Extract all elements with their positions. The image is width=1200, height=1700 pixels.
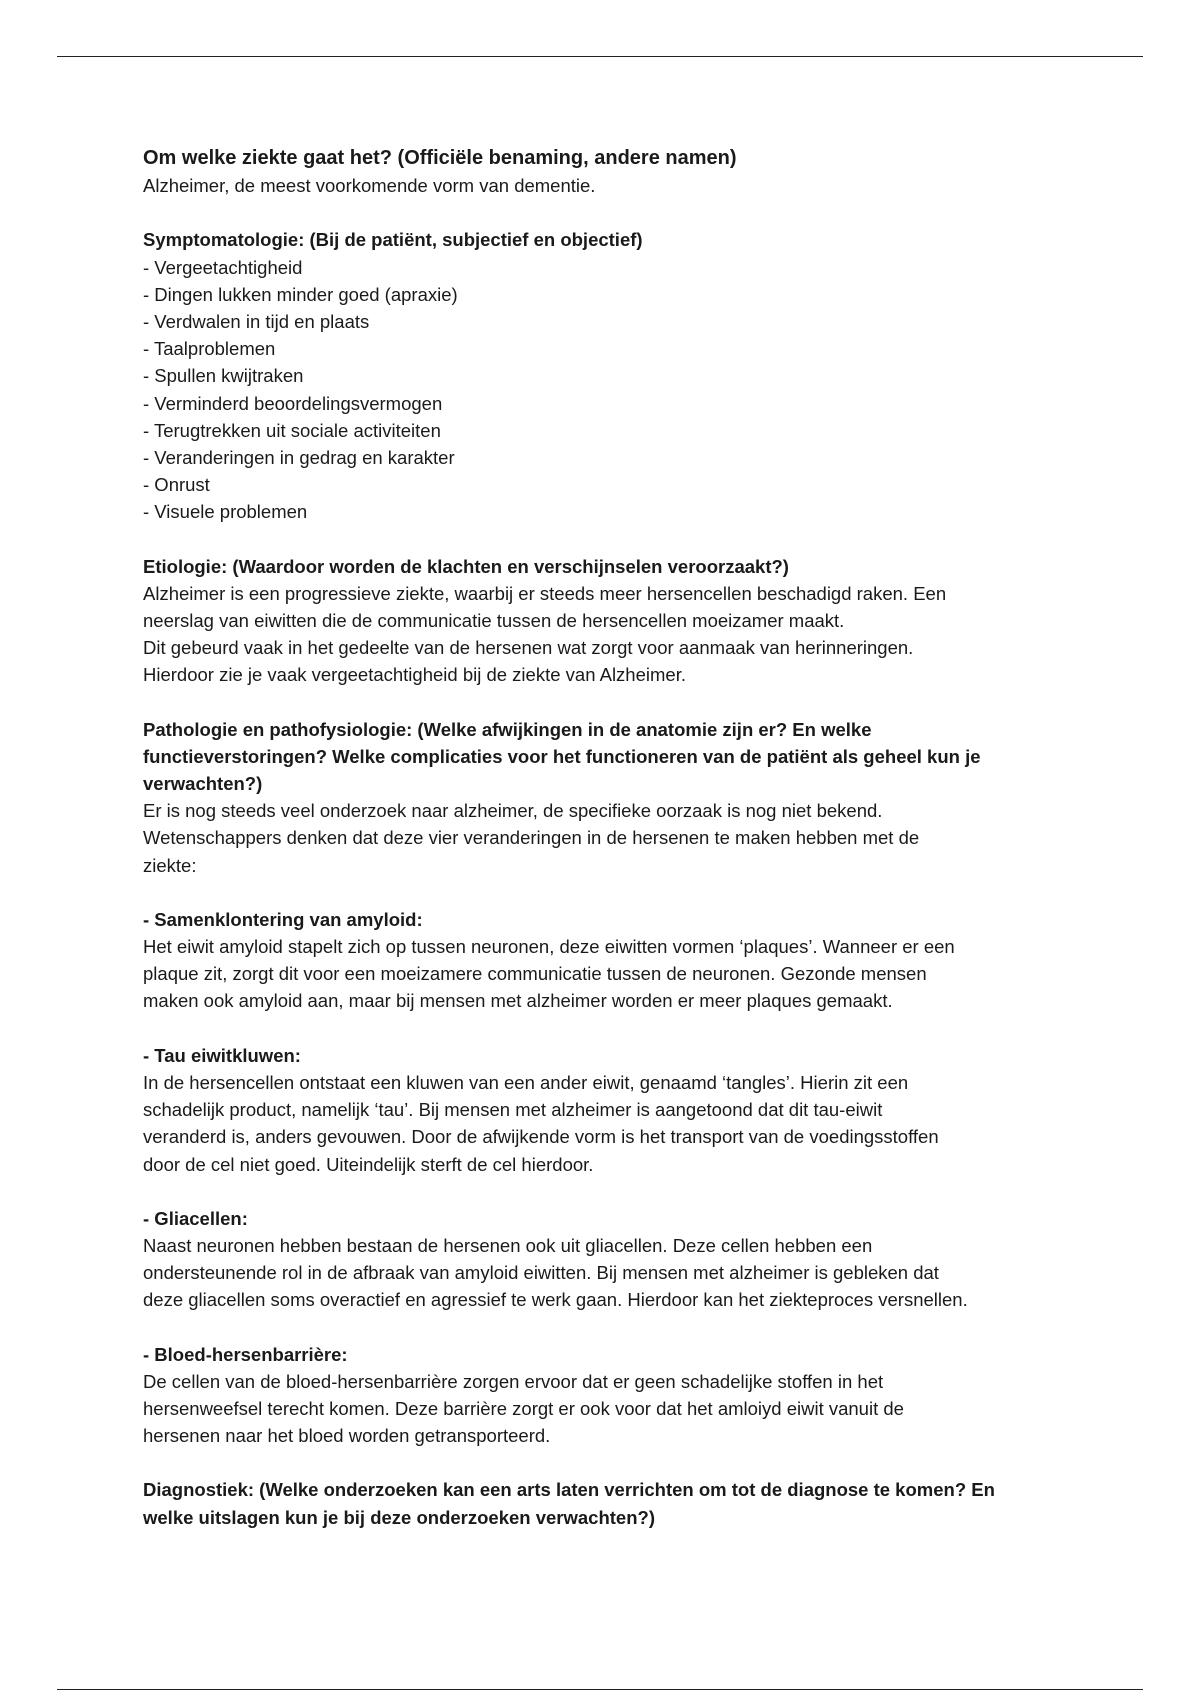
section-heading: - Samenklontering van amyloid: xyxy=(143,908,423,930)
paragraph-line: ziekte: xyxy=(143,854,197,876)
paragraph-line: deze gliacellen soms overactief en agressief te werk gaan. Hierdoor kan het ziekteproces versnellen. xyxy=(143,1289,968,1311)
list-item: - Onrust xyxy=(143,474,210,496)
list-item: - Dingen lukken minder goed (apraxie) xyxy=(143,283,458,305)
section-tau xyxy=(143,1042,1063,1178)
list-item: - Terugtrekken uit sociale activiteiten xyxy=(143,419,441,441)
section-paragraph xyxy=(143,797,1063,879)
paragraph-line: Er is nog steeds veel onderzoek naar alzheimer, de specifieke oorzaak is nog niet bekend. xyxy=(143,800,883,822)
section-symptomatology xyxy=(143,226,1063,525)
list-item: - Verdwalen in tijd en plaats xyxy=(143,311,370,333)
section-heading: - Gliacellen: xyxy=(143,1207,248,1229)
paragraph-line: neerslag van eiwitten die de communicatie tussen de hersencellen moeizamer maakt. xyxy=(143,610,845,632)
section-disease-name xyxy=(143,145,1063,199)
section-heading: - Tau eiwitkluwen: xyxy=(143,1044,301,1066)
top-rule xyxy=(57,56,1143,57)
paragraph-line: Dit gebeurd vaak in het gedeelte van de hersenen wat zorgt voor aanmaak van herinneringen. xyxy=(143,637,914,659)
paragraph-line: maken ook amyloid aan, maar bij mensen met alzheimer worden er meer plaques gemaakt. xyxy=(143,990,893,1012)
paragraph-line: door de cel niet goed. Uiteindelijk sterft de cel hierdoor. xyxy=(143,1153,594,1175)
paragraph-line: plaque zit, zorgt dit voor een moeizamere communicatie tussen de neuronen. Gezonde mensen xyxy=(143,963,927,985)
paragraph-line: Alzheimer is een progressieve ziekte, waarbij er steeds meer hersencellen beschadigd raken. Een xyxy=(143,582,947,604)
paragraph-line: In de hersencellen ontstaat een kluwen van een ander eiwit, genaamd ‘tangles’. Hierin zit een xyxy=(143,1071,909,1093)
symptom-list xyxy=(143,254,1063,526)
section-paragraph xyxy=(143,172,1063,199)
section-blood-brain-barrier xyxy=(143,1341,1063,1450)
list-item: - Taalproblemen xyxy=(143,338,276,360)
heading-line: Pathologie en pathofysiologie: (Welke afwijkingen in de anatomie zijn er? En welke xyxy=(143,718,872,740)
paragraph-line: Alzheimer, de meest voorkomende vorm van dementie. xyxy=(143,175,596,197)
paragraph-line: ondersteunende rol in de afbraak van amyloid eiwitten. Bij mensen met alzheimer is gebleken dat xyxy=(143,1262,939,1284)
paragraph-line: schadelijk product, namelijk ‘tau’. Bij mensen met alzheimer is aangetoond dat dit tau-eiwit xyxy=(143,1099,883,1121)
list-item: - Verminderd beoordelingsvermogen xyxy=(143,392,443,414)
document-body xyxy=(143,145,1063,1531)
section-heading: Om welke ziekte gaat het? (Officiële benaming, andere namen) xyxy=(143,147,737,169)
section-paragraph xyxy=(143,580,1063,689)
section-heading: Symptomatologie: (Bij de patiënt, subjectief en objectief) xyxy=(143,229,643,251)
heading-line: functieverstoringen? Welke complicaties voor het functioneren van de patiënt als geheel kun je xyxy=(143,745,981,767)
paragraph-line: De cellen van de bloed-hersenbarrière zorgen ervoor dat er geen schadelijke stoffen in het xyxy=(143,1370,884,1392)
list-item: - Spullen kwijtraken xyxy=(143,365,304,387)
paragraph-line: Het eiwit amyloid stapelt zich op tussen neuronen, deze eiwitten vormen ‘plaques’. Wanneer er een xyxy=(143,936,955,958)
heading-line: verwachten?) xyxy=(143,773,263,795)
section-paragraph xyxy=(143,1232,1063,1314)
paragraph-line: Hierdoor zie je vaak vergeetachtigheid bij de ziekte van Alzheimer. xyxy=(143,664,686,686)
section-paragraph xyxy=(143,1368,1063,1450)
paragraph-line: Naast neuronen hebben bestaan de hersenen ook uit gliacellen. Deze cellen hebben een xyxy=(143,1234,873,1256)
heading-line: Diagnostiek: (Welke onderzoeken kan een arts laten verrichten om tot de diagnose te komen? En xyxy=(143,1479,995,1501)
paragraph-line: veranderd is, anders gevouwen. Door de afwijkende vorm is het transport van de voedingsstoffen xyxy=(143,1126,939,1148)
paragraph-line: hersenweefsel terecht komen. Deze barrière zorgt er ook voor dat het amloiyd eiwit vanuit de xyxy=(143,1397,904,1419)
paragraph-line: hersenen naar het bloed worden getransporteerd. xyxy=(143,1425,551,1447)
section-heading xyxy=(143,716,1063,798)
bottom-rule xyxy=(57,1689,1143,1690)
list-item: - Vergeetachtigheid xyxy=(143,256,303,278)
section-diagnostics xyxy=(143,1476,1063,1530)
section-heading: Etiologie: (Waardoor worden de klachten en verschijnselen veroorzaakt?) xyxy=(143,555,789,577)
section-amyloid xyxy=(143,906,1063,1015)
list-item: - Visuele problemen xyxy=(143,501,308,523)
section-pathology xyxy=(143,716,1063,879)
list-item: - Veranderingen in gedrag en karakter xyxy=(143,447,455,469)
section-heading xyxy=(143,1476,1063,1530)
section-glia xyxy=(143,1205,1063,1314)
heading-line: welke uitslagen kun je bij deze onderzoeken verwachten?) xyxy=(143,1506,655,1528)
section-etiology xyxy=(143,553,1063,689)
paragraph-line: Wetenschappers denken dat deze vier veranderingen in de hersenen te maken hebben met de xyxy=(143,827,920,849)
section-heading: - Bloed-hersenbarrière: xyxy=(143,1343,348,1365)
section-paragraph xyxy=(143,1069,1063,1178)
section-paragraph xyxy=(143,933,1063,1015)
